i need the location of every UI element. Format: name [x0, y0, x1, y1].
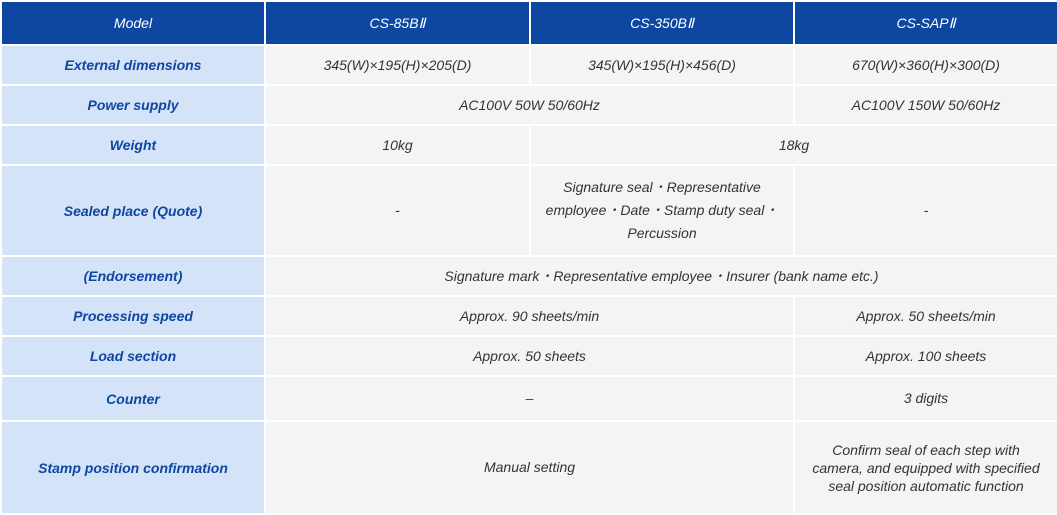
row-external-dimensions	[1, 45, 1057, 85]
row-label-stamp-position: Stamp position confirmation	[1, 421, 265, 514]
model-header-cs-85b: CS-85BⅡ	[265, 1, 530, 45]
cell-weight-cs-350b-sap: 18kg	[530, 125, 1057, 165]
cell-external-dimensions-cs-sap: 670(W)×360(H)×300(D)	[794, 45, 1057, 85]
cell-power-supply-cs-85b-350b: AC100V 50W 50/60Hz	[265, 85, 794, 125]
model-header-cs-sap: CS-SAPⅡ	[794, 1, 1057, 45]
cell-stamp-position-cs-sap: Confirm seal of each step with camera, and equipped with specified seal position automatic function	[794, 421, 1057, 514]
row-label-weight: Weight	[1, 125, 265, 165]
cell-load-section-cs-85b-350b: Approx. 50 sheets	[265, 336, 794, 376]
model-header-label: Model	[1, 1, 265, 45]
row-weight	[1, 125, 1057, 165]
cell-processing-speed-cs-85b-350b: Approx. 90 sheets/min	[265, 296, 794, 336]
cell-counter-cs-85b-350b: –	[265, 376, 794, 421]
cell-power-supply-cs-sap: AC100V 150W 50/60Hz	[794, 85, 1057, 125]
row-label-sealed-place: Sealed place (Quote)	[1, 165, 265, 256]
row-label-external-dimensions: External dimensions	[1, 45, 265, 85]
cell-load-section-cs-sap: Approx. 100 sheets	[794, 336, 1057, 376]
row-label-endorsement: (Endorsement)	[1, 256, 265, 296]
row-power-supply	[1, 85, 1057, 125]
cell-external-dimensions-cs-85b: 345(W)×195(H)×205(D)	[265, 45, 530, 85]
row-label-load-section: Load section	[1, 336, 265, 376]
cell-sealed-place-cs-sap: -	[794, 165, 1057, 256]
cell-external-dimensions-cs-350b: 345(W)×195(H)×456(D)	[530, 45, 794, 85]
cell-processing-speed-cs-sap: Approx. 50 sheets/min	[794, 296, 1057, 336]
cell-weight-cs-85b: 10kg	[265, 125, 530, 165]
model-header-cs-350b: CS-350BⅡ	[530, 1, 794, 45]
row-endorsement	[1, 256, 1057, 296]
cell-counter-cs-sap: 3 digits	[794, 376, 1057, 421]
row-counter	[1, 376, 1057, 421]
row-processing-speed	[1, 296, 1057, 336]
cell-endorsement-all: Signature mark・Representative employee・Insurer (bank name etc.)	[265, 256, 1057, 296]
cell-sealed-place-cs-350b: Signature seal・Representative employee・Date・Stamp duty seal・Percussion	[530, 165, 794, 256]
header-row	[1, 1, 1057, 45]
row-label-counter: Counter	[1, 376, 265, 421]
row-stamp-position	[1, 421, 1057, 514]
row-label-processing-speed: Processing speed	[1, 296, 265, 336]
cell-stamp-position-cs-85b-350b: Manual setting	[265, 421, 794, 514]
row-load-section	[1, 336, 1057, 376]
row-sealed-place	[1, 165, 1057, 256]
row-label-power-supply: Power supply	[1, 85, 265, 125]
cell-sealed-place-cs-85b: -	[265, 165, 530, 256]
